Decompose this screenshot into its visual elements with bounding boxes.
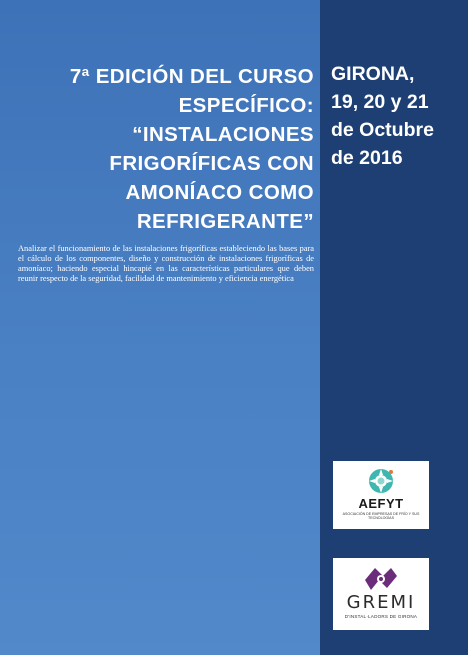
- title-line: “INSTALACIONES: [132, 123, 314, 146]
- gremi-subtitle: D'INSTAL·LADORS DE GIRONA: [344, 614, 418, 619]
- aefyt-name: AEFYT: [358, 496, 404, 511]
- location-line: GIRONA,: [331, 63, 415, 85]
- location-dates: [331, 60, 463, 172]
- location-line: 19, 20 y 21: [331, 91, 429, 113]
- course-description: Analizar el funcionamiento de las instalaciones frigoríficas estableciendo las bases para el cálculo de los componentes, diseño y construcción de instalaciones frigoríficas de amoníaco; haciendo especial hincapié en las características particulares que deben reunir respecto de la seguridad, facilidad de mantenimiento y eficiencia energética: [18, 244, 314, 283]
- title-line: ESPECÍFICO:: [178, 94, 314, 117]
- title-line: 7ª EDICIÓN DEL CURSO: [69, 65, 314, 88]
- title-line: REFRIGERANTE”: [136, 210, 314, 233]
- course-title: [18, 62, 314, 236]
- gremi-logo: [333, 558, 429, 630]
- title-line: AMONÍACO COMO: [125, 181, 314, 204]
- gremi-logo-icon: [361, 566, 401, 592]
- aefyt-logo: [333, 461, 429, 529]
- location-line: de 2016: [331, 147, 403, 169]
- aefyt-subtitle: ASOCIACIÓN DE EMPRESAS DE FRÍO Y SUS TECNOLOGÍAS: [342, 512, 420, 520]
- location-line: de Octubre: [331, 119, 434, 141]
- gremi-name: GREMI: [346, 592, 416, 613]
- title-line: FRIGORÍFICAS CON: [109, 152, 314, 175]
- aefyt-logo-icon: [367, 467, 395, 495]
